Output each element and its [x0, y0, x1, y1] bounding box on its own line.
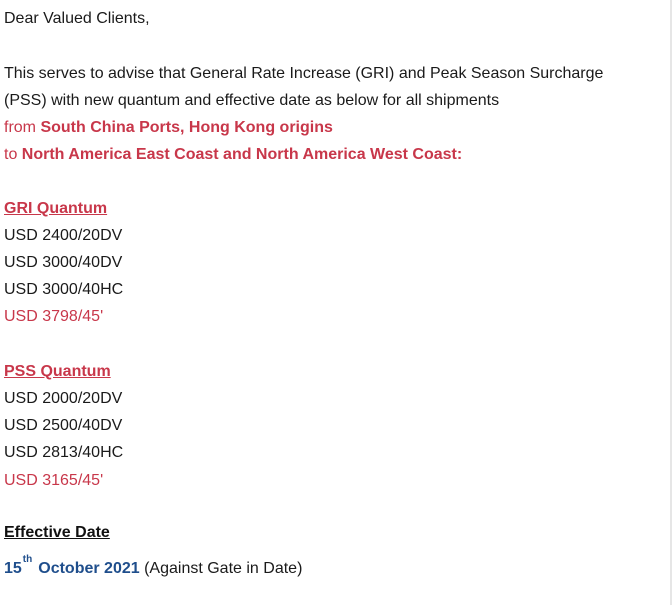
- intro-line-2: (PSS) with new quantum and effective date as below for all shipments: [4, 92, 500, 109]
- gri-rate-20dv: USD 2400/20DV: [4, 227, 123, 244]
- pss-rate-40dv: USD 2500/40DV: [4, 417, 123, 434]
- destination-coasts: North America East Coast and North America West Coast:: [21, 146, 463, 163]
- pss-heading: PSS Quantum: [4, 363, 111, 380]
- origin-line: [4, 118, 333, 138]
- pss-rate-40hc: USD 2813/40HC: [4, 444, 124, 461]
- effective-date-note: (Against Gate in Date): [144, 560, 303, 577]
- gri-rate-45: USD 3798/45': [4, 308, 104, 325]
- effective-day: 15: [4, 560, 22, 577]
- origin-ports: South China Ports, Hong Kong origins: [40, 119, 333, 136]
- gri-heading: GRI Quantum: [4, 200, 108, 217]
- destination-line: [4, 145, 462, 165]
- pss-rate-45: USD 3165/45': [4, 472, 104, 489]
- greeting: Dear Valued Clients,: [4, 10, 150, 27]
- effective-day-suffix: th: [22, 554, 33, 565]
- to-word: to: [4, 146, 18, 163]
- from-word: from: [4, 119, 36, 136]
- intro-line-1: This serves to advise that General Rate Increase (GRI) and Peak Season Surcharge: [4, 65, 604, 82]
- effective-date-heading: Effective Date: [4, 524, 110, 541]
- effective-month-year: October 2021: [38, 560, 140, 577]
- pss-rate-20dv: USD 2000/20DV: [4, 390, 123, 407]
- gri-rate-40dv: USD 3000/40DV: [4, 254, 123, 271]
- effective-date-line: [4, 554, 303, 581]
- gri-rate-40hc: USD 3000/40HC: [4, 281, 124, 298]
